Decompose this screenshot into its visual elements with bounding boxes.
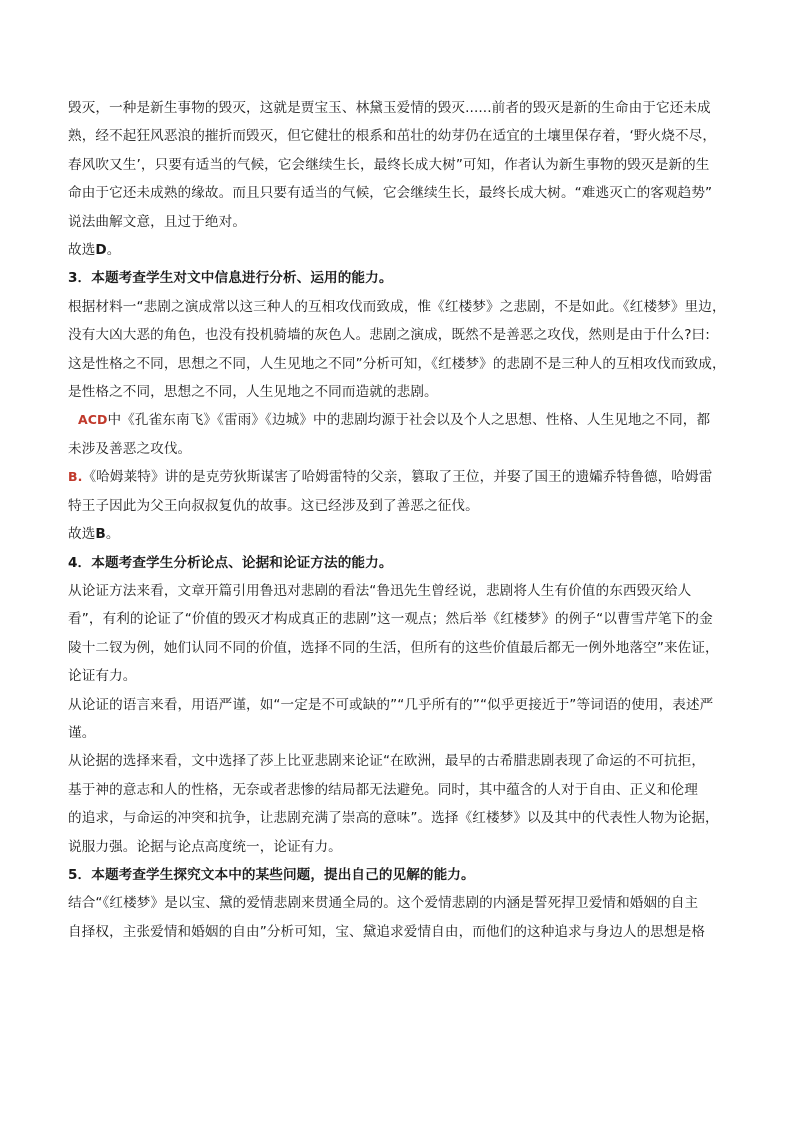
text-line: 毁灭，一种是新生事物的毁灭，这就是贾宝玉、林黛玉爱情的毁灭......前者的毁灭是新的生命由于它还未成 — [68, 100, 711, 116]
text-line: 自择权，主张爱情和婚姻的自由”分析可知，宝、黛追求爱情自由，而他们的这种追求与身边人的思想是格 — [68, 923, 706, 940]
option-acd-label: ACD — [78, 412, 108, 428]
answer-prefix: 故选 — [68, 526, 96, 543]
text-line: 根据材料一“悲剧之演成常以这三种人的互相攻伐而致成，惟《红楼梦》之悲剧，不是如此。《红楼梦》里边， — [68, 298, 726, 315]
option-b-line — [68, 463, 736, 491]
text-line: 从论证方法来看，文章开篇引用鲁迅对悲剧的看法“鲁迅先生曾经说，悲剧将人生有价值的东西毁灭给人 — [68, 582, 692, 599]
text-line: 特王子因此为父王向叔叔复仇的故事。这已经涉及到了善恶之征伐。 — [68, 497, 479, 514]
text-line: 基于神的意志和人的性格，无奈或者悲惨的结局都无法避免。同时，其中蕴含的人对于自由、正义和伦理 — [68, 781, 698, 798]
text-line: 熟，经不起狂风恶浪的摧折而毁灭，但它健壮的根系和茁壮的幼芽仍在适宜的土壤里保存着，‘野火烧不尽， — [68, 128, 717, 145]
text-line: 这是性格之不同，思想之不同，人生见地之不同”分析可知，《红楼梦》的悲剧不是三种人的互相攻伐而致成， — [68, 355, 726, 372]
answer-suffix: 。 — [106, 242, 121, 259]
option-acd-text: 中《孔雀东南飞》《雷雨》《边城》中的悲剧均源于社会以及个人之思想、性格、人生见地之不同，都 — [107, 412, 711, 429]
text-line: 春风吹又生’，只要有适当的气候，它会继续生长，最终长成大树”可知，作者认为新生事物的毁灭是新的生 — [68, 156, 710, 173]
question-4-title: 4．本题考查学生分析论点、论据和论证方法的能力。 — [68, 554, 393, 571]
answer-suffix: 。 — [105, 526, 120, 543]
text-line: 命由于它还未成熟的缘故。而且只要有适当的气候，它会继续生长，最终长成大树。“难逃灭亡的客观趋势” — [68, 185, 713, 202]
text-line: 的追求，与命运的冲突和抗争，让悲剧充满了崇高的意味”。选择《红楼梦》以及其中的代表性人物为论据， — [68, 810, 719, 827]
text-line: 说法曲解文意，且过于绝对。 — [68, 213, 247, 230]
text-line: 未涉及善恶之攻伐。 — [68, 440, 192, 457]
question-5-title: 5．本题考查学生探究文本中的某些问题，提出自己的见解的能力。 — [68, 866, 475, 883]
text-line: 结合“《红楼梦》是以宝、黛的爱情悲剧来贯通全局的。这个爱情悲剧的内涵是誓死捍卫爱情和婚姻的自主 — [68, 895, 699, 912]
text-line: 没有大凶大恶的角色，也没有投机骑墙的灰色人。悲剧之演成，既然不是善恶之攻伐，然则是由于什么?曰: — [68, 327, 710, 344]
answer-line — [68, 520, 736, 548]
text-line: 陵十二钗为例，她们认同不同的价值，选择不同的生活，但所有的这些价值最后都无一例外地落空”来佐证， — [68, 639, 719, 656]
text-line: 谨。 — [68, 724, 96, 741]
text-line: 从论证的语言来看，用语严谨，如“一定是不可或缺的”“几乎所有的”“似乎更接近于”等词语的使用，表述严 — [68, 696, 714, 713]
text-line: 是性格之不同，思想之不同，人生见地之不同而造就的悲剧。 — [68, 384, 438, 401]
option-b-text: 《哈姆莱特》讲的是克劳狄斯谋害了哈姆雷特的父亲，篡取了王位，并娶了国王的遗孀乔特鲁德，哈姆雷 — [82, 469, 713, 486]
answer-prefix: 故选 — [68, 242, 96, 259]
text-line: 论证有力。 — [68, 668, 137, 685]
text-line: 说服力强。论据与论点高度统一，论证有力。 — [68, 838, 342, 855]
answer-letter: B — [95, 526, 106, 543]
answer-letter: D — [95, 242, 107, 259]
question-3-title: 3．本题考查学生对文中信息进行分析、运用的能力。 — [68, 270, 393, 287]
document-body — [68, 94, 736, 946]
option-b-label: B. — [68, 469, 83, 485]
answer-line — [68, 236, 736, 264]
text-line: 看”，有利的论证了“价值的毁灭才构成真正的悲剧”这一观点；然后举《红楼梦》的例子“以曹雪芹笔下的金 — [68, 611, 713, 628]
text-line: 从论据的选择来看，文中选择了莎上比亚悲剧来论证“在欧洲，最早的古希腊悲剧表现了命运的不可抗拒， — [68, 753, 706, 770]
option-acd-line — [68, 406, 736, 434]
